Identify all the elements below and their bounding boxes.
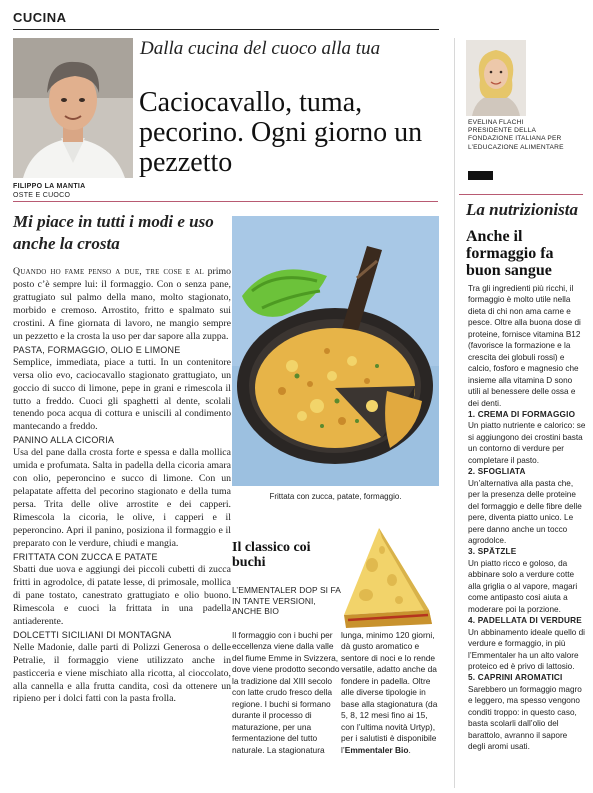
section-rule	[13, 29, 439, 30]
point-heading: 3. SPÄTZLE	[468, 547, 517, 557]
point-text: Un piatto ricco e goloso, da abbinare solo a verdure cotte alla griglia o al vapore, magari come antipasto così aiuta a moderare poi la porzione.	[468, 558, 578, 614]
section-label: CUCINA	[13, 10, 67, 25]
nutritionist-intro: Tra gli ingredienti più ricchi, il formaggio è molto utile nella dieta di chi non ama carne e pesce. Oltre alla buona dose di proteine, fornisce vitamina B12 (favorisce la formazione e la crescita dei globuli rossi) e calcio, fosforo e magnesio che insieme alla vitamina D sono utili al benessere delle ossa e dei denti.	[468, 284, 581, 408]
sidebar-title: Il classico coi buchi	[232, 540, 311, 570]
section-text: Sbatti due uova e aggiungi dei piccoli cubetti di zucca fritti in agrodolce, di patate lesse, di primosale, mollica di pane tostato, canestrato grattugiato e olio buono. Rimescola e cuoci la frittata in una padella antiaderente.	[13, 563, 231, 627]
section-heading: FRITTATA CON ZUCCA E PATATE	[13, 551, 158, 562]
nutritionist-role: PRESIDENTE DELLA FONDAZIONE ITALIANA PER L’EDUCAZIONE ALIMENTARE	[468, 127, 564, 151]
point-heading: 4. PADELLATA DI VERDURE	[468, 616, 582, 626]
article-body	[13, 266, 231, 706]
sidebar-col2-end: .	[408, 744, 411, 755]
point-text: Un abbinamento ideale quello di verdure e formaggio, in più l’Emmentaler ha un alto valore proteico ed è privo di lattosio.	[468, 627, 585, 671]
sub-headline: Mi piace in tutti i modi e uso anche la crosta	[13, 212, 214, 253]
point-heading: 2. SFOGLIATA	[468, 467, 526, 477]
headline: Caciocavallo, tuma, pecorino. Ogni giorno un pezzetto	[139, 87, 423, 178]
section-heading: DOLCETTI SICILIANI DI MONTAGNA	[13, 629, 172, 640]
nutritionist-marker	[468, 171, 493, 180]
nutritionist-body	[468, 283, 586, 753]
sidebar-subtitle: L’EMMENTALER DOP SI FA IN TANTE VERSIONI, ANCHE BIO	[232, 585, 341, 616]
author-role: OSTE E CUOCO	[13, 192, 71, 199]
section-text: Nelle Madonie, dalle parti di Polizzi Generosa o delle Petralie, il formaggio viene utilizzato anche in pasticceria e viene mischiato alla ricotta, al cioccolato, alla cannella e alla frutta candita, così da ottenere un ripieno per i dolci fatti con la pasta frolla.	[13, 641, 231, 705]
photo-caption: Frittata con zucca, patate, formaggio.	[269, 492, 402, 501]
section-heading: PANINO ALLA CICORIA	[13, 435, 115, 446]
intro-smallcaps: Quando ho fame penso a due, tre cose e al	[13, 266, 204, 277]
sidebar-col2-bold: Emmentaler Bio	[344, 744, 409, 755]
intro-text: primo posto c’è sempre lui: il formaggio. Con o senza pane, grattugiato sul palmo della mano, molto stagionato, morbido e cremoso. Arrostito, fritto e spalmato sui crostini. A fine giornata di lavoro, ne mangio sempre un pezzetto e la crosta la uso per dar sapore alla zuppa.	[13, 266, 231, 342]
point-text: Un’alternativa alla pasta che, per la presenza delle proteine del formaggio e delle fibre delle pere, diventa piatto unico. Le pere danno anche un tocco agrodolce.	[468, 478, 582, 545]
nutritionist-name: EVELINA FLACHI	[468, 119, 524, 126]
nutritionist-label: La nutrizionista	[466, 200, 578, 219]
sidebar-col2-text: lunga, minimo 120 giorni, dà gusto aromatico e sentore di noci e lo rende versatile, adatto anche da fondere in padella. Oltre alle diverse tipologie in base alla stagionatura (da 5, 8, 12 mesi fino ai 15, con l’ultima novità Urtyp), per i salutisti è disponibile l’	[341, 630, 438, 755]
column-divider	[454, 38, 455, 788]
frittata-photo	[232, 216, 439, 486]
nutritionist-photo	[466, 40, 526, 116]
author-name: FILIPPO LA MANTIA	[13, 183, 86, 190]
point-text: Sarebbero un formaggio magro e leggero, ma spesso vengono conditi troppo: in questo caso, basta scolarli dall’olio del barattolo, avranno il sapore degli aromi usati.	[468, 684, 582, 752]
header-rule	[13, 201, 438, 202]
nutritionist-info	[468, 119, 580, 152]
chef-photo	[13, 38, 133, 178]
sidebar-column-1: Il formaggio con i buchi per eccellenza viene dalla valle del fiume Emme in Svizzera, dove viene prodotto secondo la tradizione dal XIII secolo con latte crudo fresco della regione. I buchi si formano durante il processo di maturazione, per una fermentazione del tutto naturale. La stagionatura	[232, 630, 340, 755]
point-heading: 1. CREMA DI FORMAGGIO	[468, 409, 576, 419]
sidebar-column-2	[341, 630, 440, 756]
point-text: Un piatto nutriente e calorico: se si aggiungono dei crostini basta un contorno di verdure per completare il pasto.	[468, 421, 586, 465]
nutritionist-rule	[459, 194, 583, 195]
emmental-cheese-image	[324, 520, 439, 635]
point-heading: 5. CAPRINI AROMATICI	[468, 673, 563, 683]
section-text: Usa del pane dalla crosta forte e spessa e dalla mollica umida e profumata. Salta in padella della cicoria amara con olio, peperoncino e succo di limone. Con un pelapatate affetta del pecorino stagionato e della tuma persa. Trita delle olive arrostite e dei capperi. Rimescola la cicoria, le olive, i capperi e il peperoncino. Apri il panino, posiziona il formaggio e il preparato con le verdure, chiudi e mangia.	[13, 447, 231, 550]
section-heading: PASTA, FORMAGGIO, OLIO E LIMONE	[13, 344, 181, 355]
section-text: Semplice, immediata, piace a tutti. In un contenitore versa olio evo, caciocavallo stagionato grattugiato, un goccio di succo di limone, pepe in grani e rimescola il tutto a freddo. Cuoci gli spaghetti al dente, scolali tenendo poca acqua di cottura e uniscili al condimento mantecando a freddo.	[13, 356, 231, 433]
intro-paragraph	[13, 266, 231, 344]
kicker: Dalla cucina del cuoco alla tua	[140, 38, 381, 59]
nutritionist-title: Anche il formaggio fa buon sangue	[466, 228, 554, 279]
